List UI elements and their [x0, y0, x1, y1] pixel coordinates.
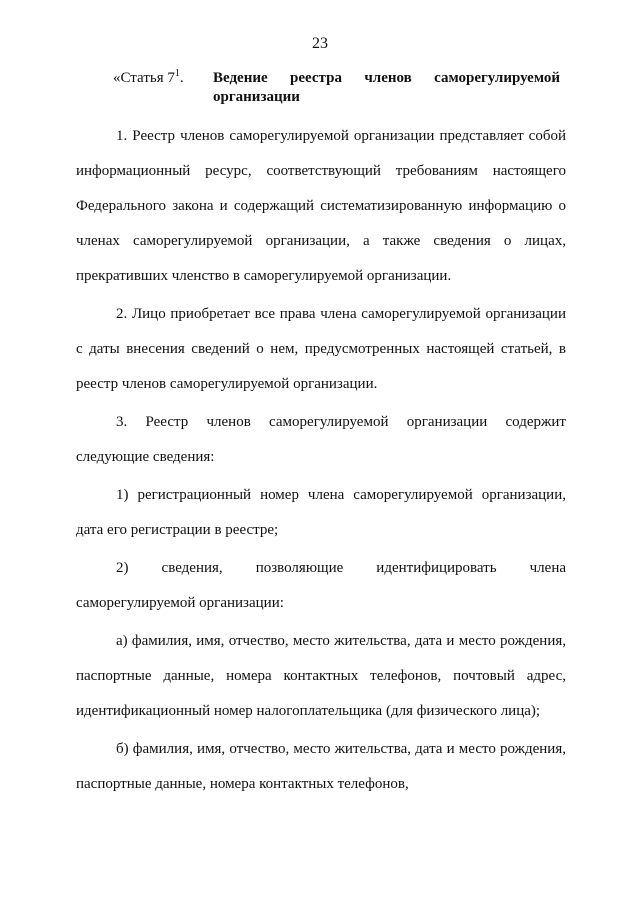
paragraph-3: 3. Реестр членов саморегулируемой организации содержит следующие сведения:	[76, 414, 566, 465]
list-item-2: 2) сведения, позволяющие идентифицировать члена саморегулируемой организации:	[76, 560, 566, 611]
sub-item-b: б) фамилия, имя, отчество, место жительства, дата и место рождения, паспортные данные, номера контактных телефонов,	[76, 741, 566, 792]
article-label-prefix: «Статья 7	[113, 70, 175, 86]
paragraph-1: 1. Реестр членов саморегулируемой организации представляет собой информационный ресурс, соответствующий требованиям настоящего Федерального закона и содержащий систематизированную информацию о членах саморегулируемой организации, а также сведения о лицах, прекративших членство в саморегулируемой организации.	[76, 128, 566, 284]
article-label-suffix: .	[179, 70, 184, 86]
paragraph-2: 2. Лицо приобретает все права члена саморегулируемой организации с даты внесения сведений о нем, предусмотренных настоящей статьей, в реестр членов саморегулируемой организации.	[76, 306, 566, 392]
sub-item-a: а) фамилия, имя, отчество, место жительства, дата и место рождения, паспортные данные, номера контактных телефонов, почтовый адрес, идентификационный номер налогоплательщика (для физического лица);	[76, 633, 566, 719]
list-item-1: 1) регистрационный номер члена саморегулируемой организации, дата его регистрации в реестре;	[76, 487, 566, 538]
page-number: 23	[312, 35, 328, 52]
article-label-superscript: 1	[174, 68, 180, 79]
article-body	[76, 119, 566, 805]
article-label	[113, 69, 184, 88]
article-title: Ведение реестра членов саморегулируемой организации	[213, 70, 560, 105]
